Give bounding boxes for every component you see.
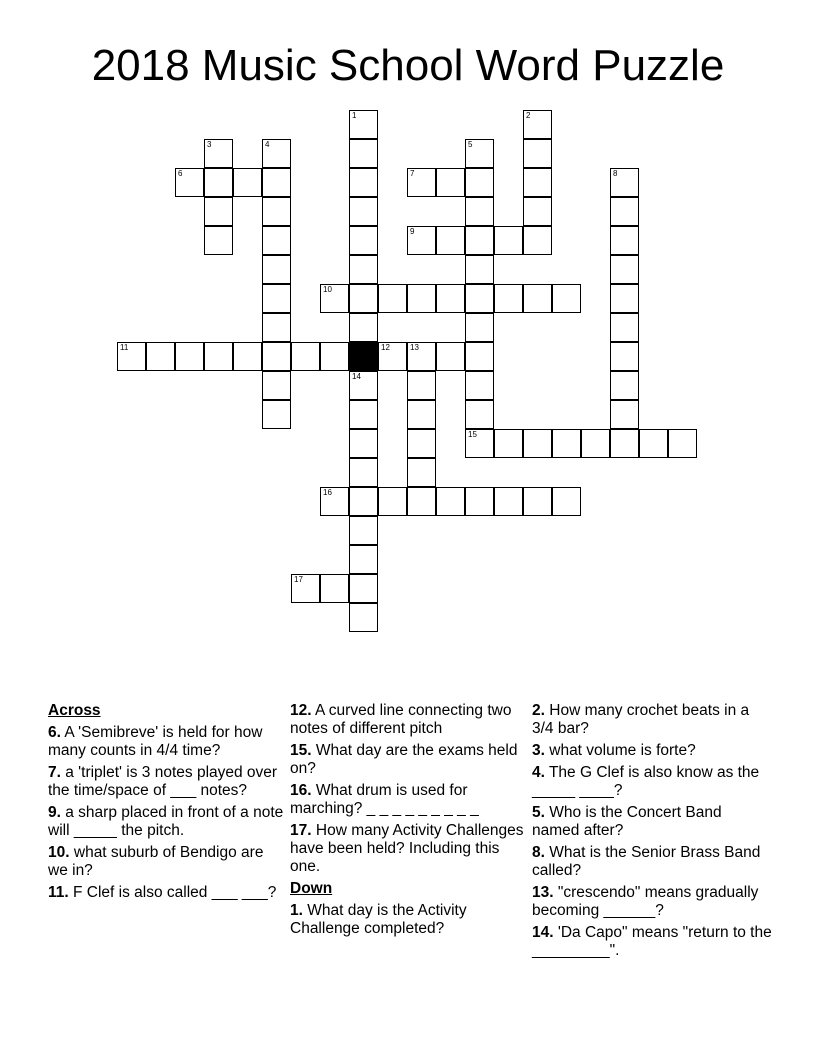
cell-number: 13	[410, 343, 419, 352]
grid-cell[interactable]	[407, 429, 436, 458]
grid-cell[interactable]	[436, 226, 465, 255]
grid-cell[interactable]	[349, 226, 378, 255]
grid-cell[interactable]	[436, 284, 465, 313]
grid-cell[interactable]	[233, 342, 262, 371]
clue-down-2: 2. How many crochet beats in a 3/4 bar?	[532, 702, 750, 737]
grid-cell[interactable]	[523, 429, 552, 458]
grid-cell[interactable]	[610, 168, 639, 197]
grid-cell[interactable]	[523, 487, 552, 516]
grid-cell[interactable]	[465, 342, 494, 371]
cell-number: 16	[323, 488, 332, 497]
grid-cell[interactable]	[320, 574, 349, 603]
grid-cell[interactable]	[349, 168, 378, 197]
cell-number: 11	[120, 343, 129, 352]
grid-cell[interactable]	[349, 313, 378, 342]
grid-cell[interactable]	[291, 574, 320, 603]
grid-cell[interactable]	[523, 168, 552, 197]
cell-number: 6	[178, 169, 183, 178]
grid-cell[interactable]	[668, 429, 697, 458]
grid-cell[interactable]	[465, 429, 494, 458]
grid-cell[interactable]	[407, 342, 436, 371]
grid-cell[interactable]	[117, 342, 146, 371]
grid-cell[interactable]	[262, 342, 291, 371]
grid-cell[interactable]	[494, 284, 523, 313]
across-heading: Across	[48, 702, 101, 719]
grid-cell[interactable]	[465, 197, 494, 226]
grid-cell[interactable]	[552, 429, 581, 458]
clue-down-4: 4. The G Clef is also know as the _____ ____?	[532, 764, 760, 799]
clues-column-2	[290, 702, 526, 942]
grid-cell[interactable]	[436, 487, 465, 516]
grid-cell[interactable]	[610, 400, 639, 429]
grid-cell[interactable]	[146, 342, 175, 371]
grid-cell[interactable]	[494, 226, 523, 255]
grid-cell[interactable]	[610, 342, 639, 371]
cell-number: 9	[410, 227, 415, 236]
grid-cell[interactable]	[610, 429, 639, 458]
grid-cell[interactable]	[378, 342, 407, 371]
clue-across-15: 15. What day are the exams held on?	[290, 742, 518, 777]
grid-cell[interactable]	[610, 371, 639, 400]
grid-cell[interactable]	[349, 603, 378, 632]
cell-number: 3	[207, 140, 212, 149]
grid-cell[interactable]	[407, 226, 436, 255]
grid-cell[interactable]	[349, 574, 378, 603]
grid-cell[interactable]	[581, 429, 610, 458]
cell-number: 7	[410, 169, 415, 178]
clue-down-13: 13. "crescendo" means gradually becoming ______?	[532, 884, 759, 919]
grid-cell[interactable]	[262, 400, 291, 429]
grid-cell[interactable]	[523, 226, 552, 255]
grid-cell[interactable]	[175, 342, 204, 371]
grid-cell[interactable]	[262, 226, 291, 255]
clue-across-9: 9. a sharp placed in front of a note will _____ the pitch.	[48, 804, 284, 839]
grid-cell[interactable]	[349, 197, 378, 226]
grid-cell[interactable]	[262, 168, 291, 197]
down-heading: Down	[290, 880, 333, 897]
grid-cell[interactable]	[465, 487, 494, 516]
grid-cell[interactable]	[349, 400, 378, 429]
grid-cell[interactable]	[262, 313, 291, 342]
grid-cell[interactable]	[349, 487, 378, 516]
grid-cell[interactable]	[349, 284, 378, 313]
grid-cell[interactable]	[552, 284, 581, 313]
grid-cell[interactable]	[407, 168, 436, 197]
grid-cell[interactable]	[349, 139, 378, 168]
clue-across-16: 16. What drum is used for marching? _ _ _ _ _ _ _ _ _	[290, 782, 479, 817]
grid-cell[interactable]	[465, 168, 494, 197]
grid-cell[interactable]	[378, 284, 407, 313]
grid-cell[interactable]	[349, 429, 378, 458]
clue-across-17: 17. How many Activity Challenges have been held? Including this one.	[290, 822, 524, 875]
grid-cell[interactable]	[320, 342, 349, 371]
grid-cell[interactable]	[494, 487, 523, 516]
grid-cell[interactable]	[204, 168, 233, 197]
blocked-cell	[349, 342, 378, 371]
grid-cell[interactable]	[610, 226, 639, 255]
grid-cell[interactable]	[233, 168, 262, 197]
grid-cell[interactable]	[349, 110, 378, 139]
grid-cell[interactable]	[204, 197, 233, 226]
grid-cell[interactable]	[610, 197, 639, 226]
grid-cell[interactable]	[262, 139, 291, 168]
clue-across-7: 7. a 'triplet' is 3 notes played over the time/space of ___ notes?	[48, 764, 278, 799]
grid-cell[interactable]	[349, 371, 378, 400]
grid-cell[interactable]	[465, 284, 494, 313]
grid-cell[interactable]	[407, 371, 436, 400]
grid-cell[interactable]	[552, 487, 581, 516]
grid-cell[interactable]	[349, 458, 378, 487]
cell-number: 8	[613, 169, 618, 178]
grid-cell[interactable]	[349, 516, 378, 545]
grid-cell[interactable]	[262, 284, 291, 313]
grid-cell[interactable]	[320, 284, 349, 313]
cell-number: 10	[323, 285, 332, 294]
cell-number: 4	[265, 140, 270, 149]
grid-cell[interactable]	[436, 342, 465, 371]
grid-cell[interactable]	[204, 342, 233, 371]
grid-cell[interactable]	[204, 226, 233, 255]
grid-cell[interactable]	[407, 284, 436, 313]
grid-cell[interactable]	[523, 284, 552, 313]
clue-across-12: 12. A curved line connecting two notes of different pitch	[290, 702, 512, 737]
clue-down-3: 3. what volume is forte?	[532, 742, 696, 759]
grid-cell[interactable]	[523, 197, 552, 226]
clues-column-1	[48, 702, 284, 906]
grid-cell[interactable]	[610, 313, 639, 342]
clue-down-8: 8. What is the Senior Brass Band called?	[532, 844, 761, 879]
grid-cell[interactable]	[407, 487, 436, 516]
grid-cell[interactable]	[639, 429, 668, 458]
grid-cell[interactable]	[465, 313, 494, 342]
clue-down-5: 5. Who is the Concert Band named after?	[532, 804, 722, 839]
clues-column-3	[532, 702, 772, 964]
grid-cell[interactable]	[349, 545, 378, 574]
grid-cell[interactable]	[523, 139, 552, 168]
grid-cell[interactable]	[494, 429, 523, 458]
grid-cell[interactable]	[320, 487, 349, 516]
grid-cell[interactable]	[378, 487, 407, 516]
grid-cell[interactable]	[262, 197, 291, 226]
grid-cell[interactable]	[465, 255, 494, 284]
grid-cell[interactable]	[610, 284, 639, 313]
grid-cell[interactable]	[262, 371, 291, 400]
grid-cell[interactable]	[465, 226, 494, 255]
grid-cell[interactable]	[262, 255, 291, 284]
clue-down-14: 14. 'Da Capo" means "return to the _________".	[532, 924, 772, 959]
clue-across-6: 6. A 'Semibreve' is held for how many counts in 4/4 time?	[48, 724, 263, 759]
cell-number: 12	[381, 343, 390, 352]
clue-across-11: 11. F Clef is also called ___ ___?	[48, 884, 277, 901]
grid-cell[interactable]	[175, 168, 204, 197]
grid-cell[interactable]	[349, 255, 378, 284]
cell-number: 15	[468, 430, 477, 439]
cell-number: 14	[352, 372, 361, 381]
grid-cell[interactable]	[465, 139, 494, 168]
grid-cell[interactable]	[407, 400, 436, 429]
grid-cell[interactable]	[436, 168, 465, 197]
grid-cell[interactable]	[204, 139, 233, 168]
cell-number: 1	[352, 111, 357, 120]
grid-cell[interactable]	[465, 371, 494, 400]
grid-cell[interactable]	[465, 400, 494, 429]
cell-number: 17	[294, 575, 303, 584]
cell-number: 5	[468, 140, 473, 149]
clue-across-10: 10. what suburb of Bendigo are we in?	[48, 844, 264, 879]
clue-down-1: 1. What day is the Activity Challenge completed?	[290, 902, 467, 937]
cell-number: 2	[526, 111, 531, 120]
puzzle-title: 2018 Music School Word Puzzle	[91, 41, 725, 90]
grid-cell[interactable]	[407, 458, 436, 487]
grid-cell[interactable]	[523, 110, 552, 139]
grid-cell[interactable]	[291, 342, 320, 371]
grid-cell[interactable]	[610, 255, 639, 284]
